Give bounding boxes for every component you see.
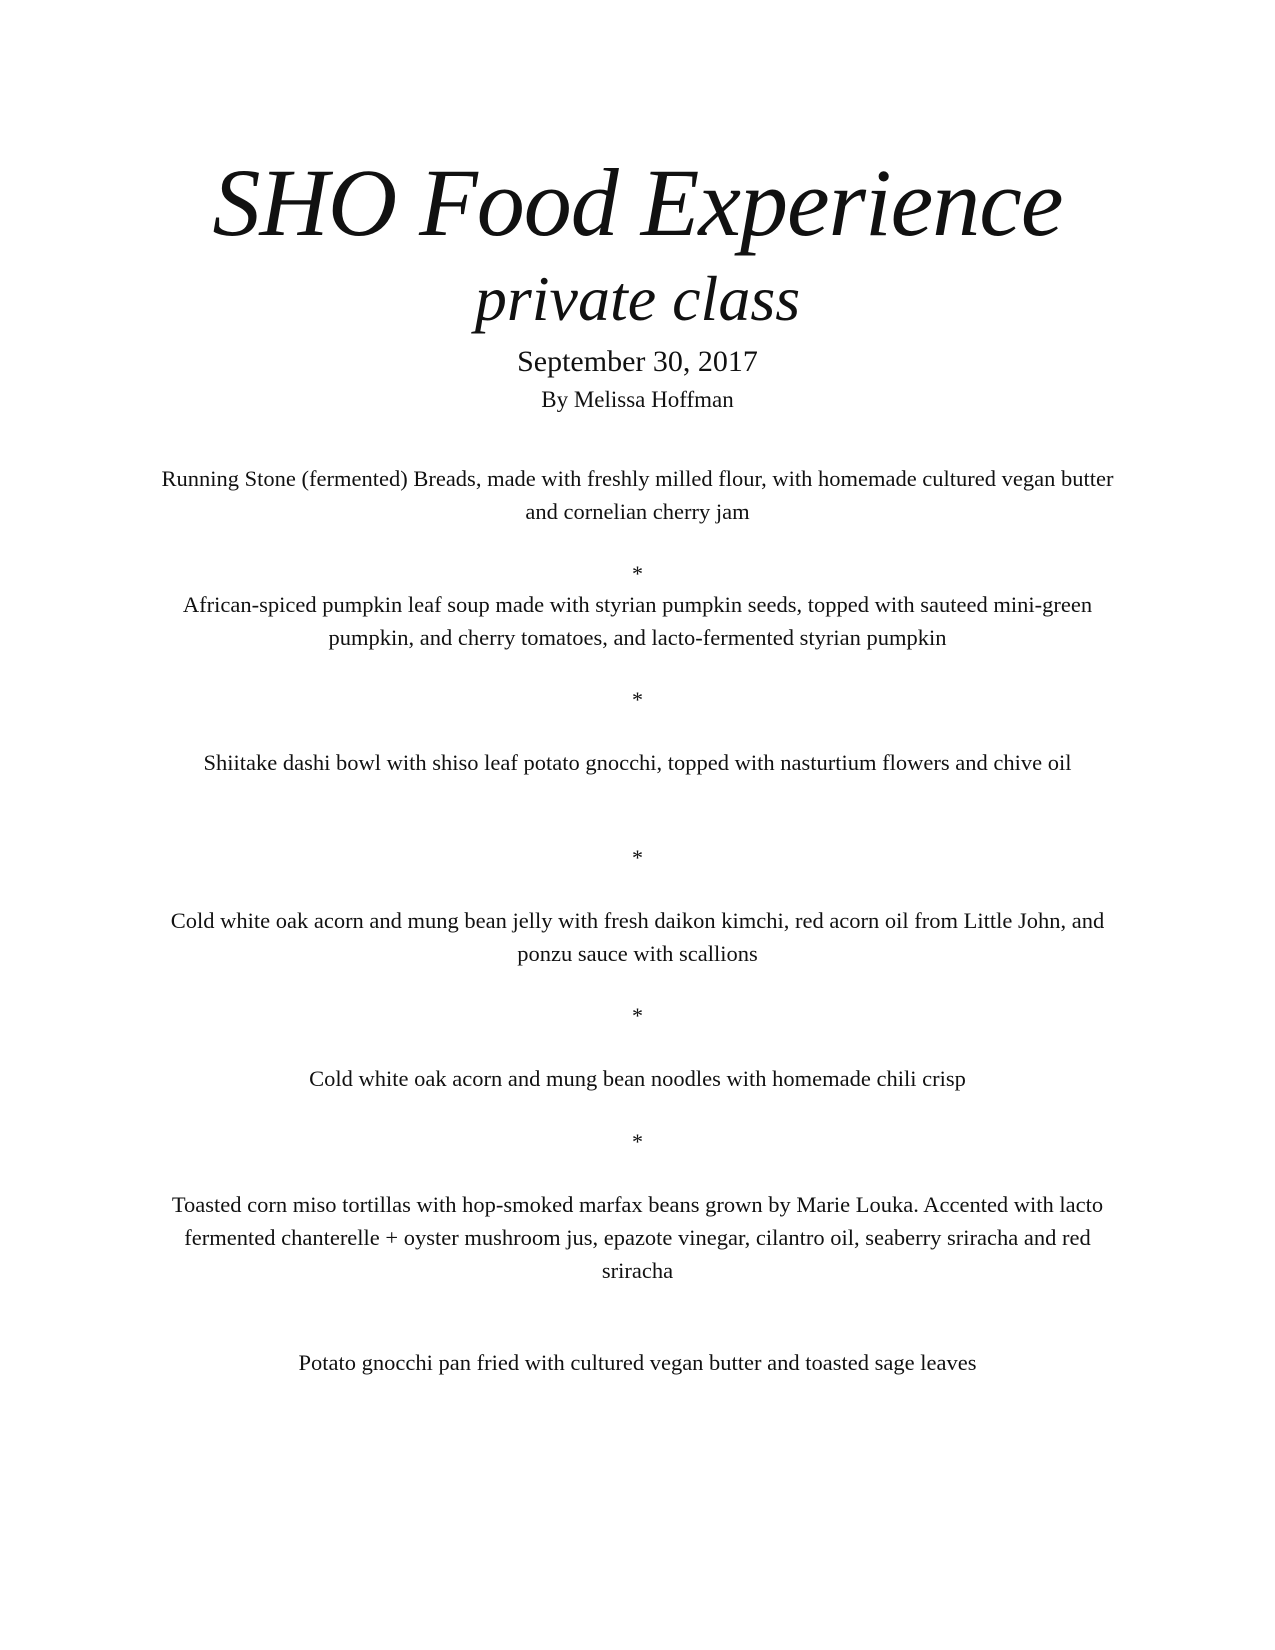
menu-item-bread: Running Stone (fermented) Breads, made with freshly milled flour, with homemade cultured vegan butter and cornelian cherry jam <box>161 466 1114 524</box>
author-byline: By Melissa Hoffman <box>541 387 734 412</box>
menu-item-tortillas: Toasted corn miso tortillas with hop-smoked marfax beans grown by Marie Louka. Accented with lacto fermented chanterelle + oyster mushroom jus, epazote vinegar, cilantro oil, seaberry sriracha and red sriracha <box>171 1192 1104 1283</box>
menu-item-dashi-bowl: Shiitake dashi bowl with shiso leaf potato gnocchi, topped with nasturtium flowers and chive oil <box>203 750 1072 775</box>
menu-item-soup: African-spiced pumpkin leaf soup made with styrian pumpkin seeds, topped with sauteed mini-green pumpkin, and cherry tomatoes, and lacto-fermented styrian pumpkin <box>182 592 1093 650</box>
event-date: September 30, 2017 <box>517 345 758 378</box>
page-title: SHO Food Experience <box>212 149 1063 256</box>
menu-separator: * <box>632 1129 643 1154</box>
menu-item-acorn-jelly: Cold white oak acorn and mung bean jelly with fresh daikon kimchi, red acorn oil from Little John, and ponzu sauce with scallions <box>170 908 1105 966</box>
menu-separator: * <box>632 845 643 870</box>
menu-separator: * <box>632 1003 643 1028</box>
page-subtitle: private class <box>474 263 801 334</box>
menu-item-acorn-noodles: Cold white oak acorn and mung bean noodles with homemade chili crisp <box>309 1066 966 1091</box>
menu-separator: * <box>632 687 643 712</box>
menu-separator: * <box>632 561 643 586</box>
menu-item-gnocchi: Potato gnocchi pan fried with cultured vegan butter and toasted sage leaves <box>298 1350 977 1375</box>
